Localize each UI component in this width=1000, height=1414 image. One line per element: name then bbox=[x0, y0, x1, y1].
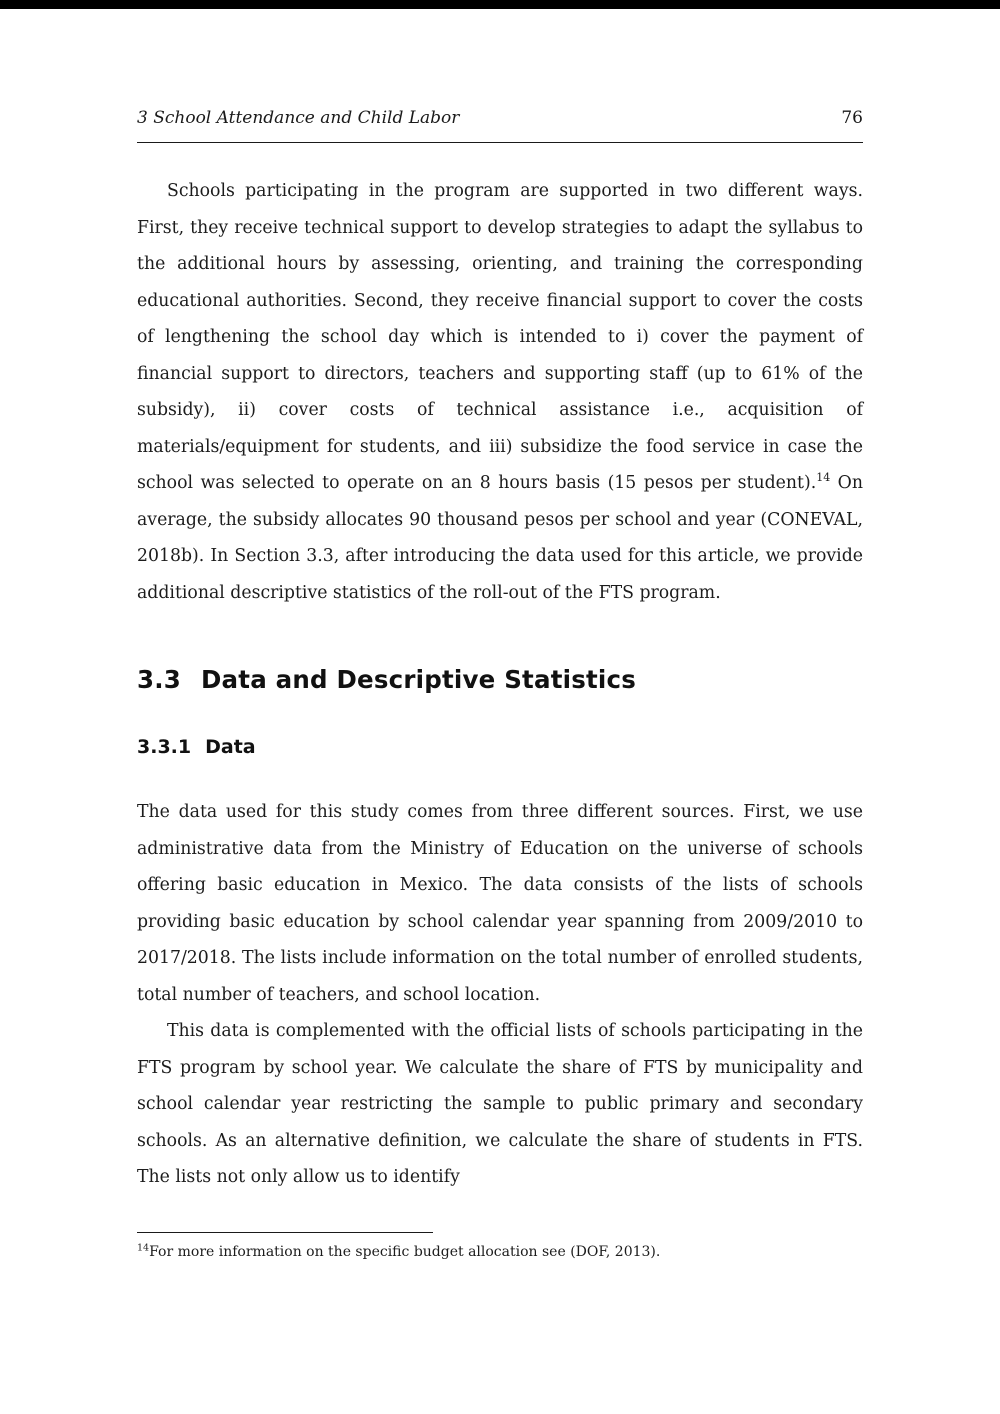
section-number: 3.3 bbox=[137, 665, 182, 694]
paragraph-text: On average, the subsidy allocates 90 thousand pesos per school and year (CONEVAL, 2018b). In Section 3.3, after introducing the data used for this article, we provide additional descriptive statistics of the roll-out of the FTS program. bbox=[137, 473, 863, 603]
footnote-rule bbox=[137, 1232, 433, 1233]
footnote-marker: 14 bbox=[137, 1241, 150, 1253]
footnote-area bbox=[137, 1232, 863, 1263]
footnote-reference: 14 bbox=[816, 471, 831, 485]
paragraph-fts-lists: This data is complemented with the official lists of schools participating in the FTS program by school year. We calculate the share of FTS by municipality and school calendar year restricting the sample to public primary and secondary schools. As an alternative definition, we calculate the share of students in FTS. The lists not only allow us to identify bbox=[137, 1021, 863, 1187]
subsection-title: Data bbox=[205, 736, 256, 758]
paragraph-program-support bbox=[137, 173, 863, 611]
subsection-number: 3.3.1 bbox=[137, 736, 192, 758]
subsection-heading bbox=[137, 736, 863, 758]
paragraph-data-sources: The data used for this study comes from three different sources. First, we use administrative data from the Ministry of Education on the universe of schools offering basic education in Mexico. The data consists of the lists of schools providing basic education by school calendar year spanning from 2009/2010 to 2017/2018. The lists include information on the total number of enrolled students, total number of teachers, and school location. bbox=[137, 802, 863, 1005]
page-top-border bbox=[0, 0, 1000, 9]
page-number: 76 bbox=[841, 108, 863, 128]
footnote-body: For more information on the specific budget allocation see (DOF, 2013). bbox=[149, 1243, 661, 1260]
footnote-text bbox=[137, 1242, 863, 1263]
running-header-chapter-title: 3 School Attendance and Child Labor bbox=[137, 108, 460, 128]
section-title: Data and Descriptive Statistics bbox=[201, 665, 637, 694]
section-heading bbox=[137, 665, 863, 694]
running-header bbox=[137, 108, 863, 143]
paragraph-text: Schools participating in the program are supported in two different ways. First, they receive technical support to develop strategies to adapt the syllabus to the additional hours by assessing, orienting, and training the corresponding educational authorities. Second, they receive financial support to cover the costs of lengthening the school day which is intended to i) cover the payment of financial support to directors, teachers and supporting staff (up to 61% of the subsidy), ii) cover costs of technical assistance i.e., acquisition of materials/equipment for students, and iii) subsidize the food service in case the school was selected to operate on an 8 hours basis (15 pesos per student). bbox=[137, 181, 863, 493]
